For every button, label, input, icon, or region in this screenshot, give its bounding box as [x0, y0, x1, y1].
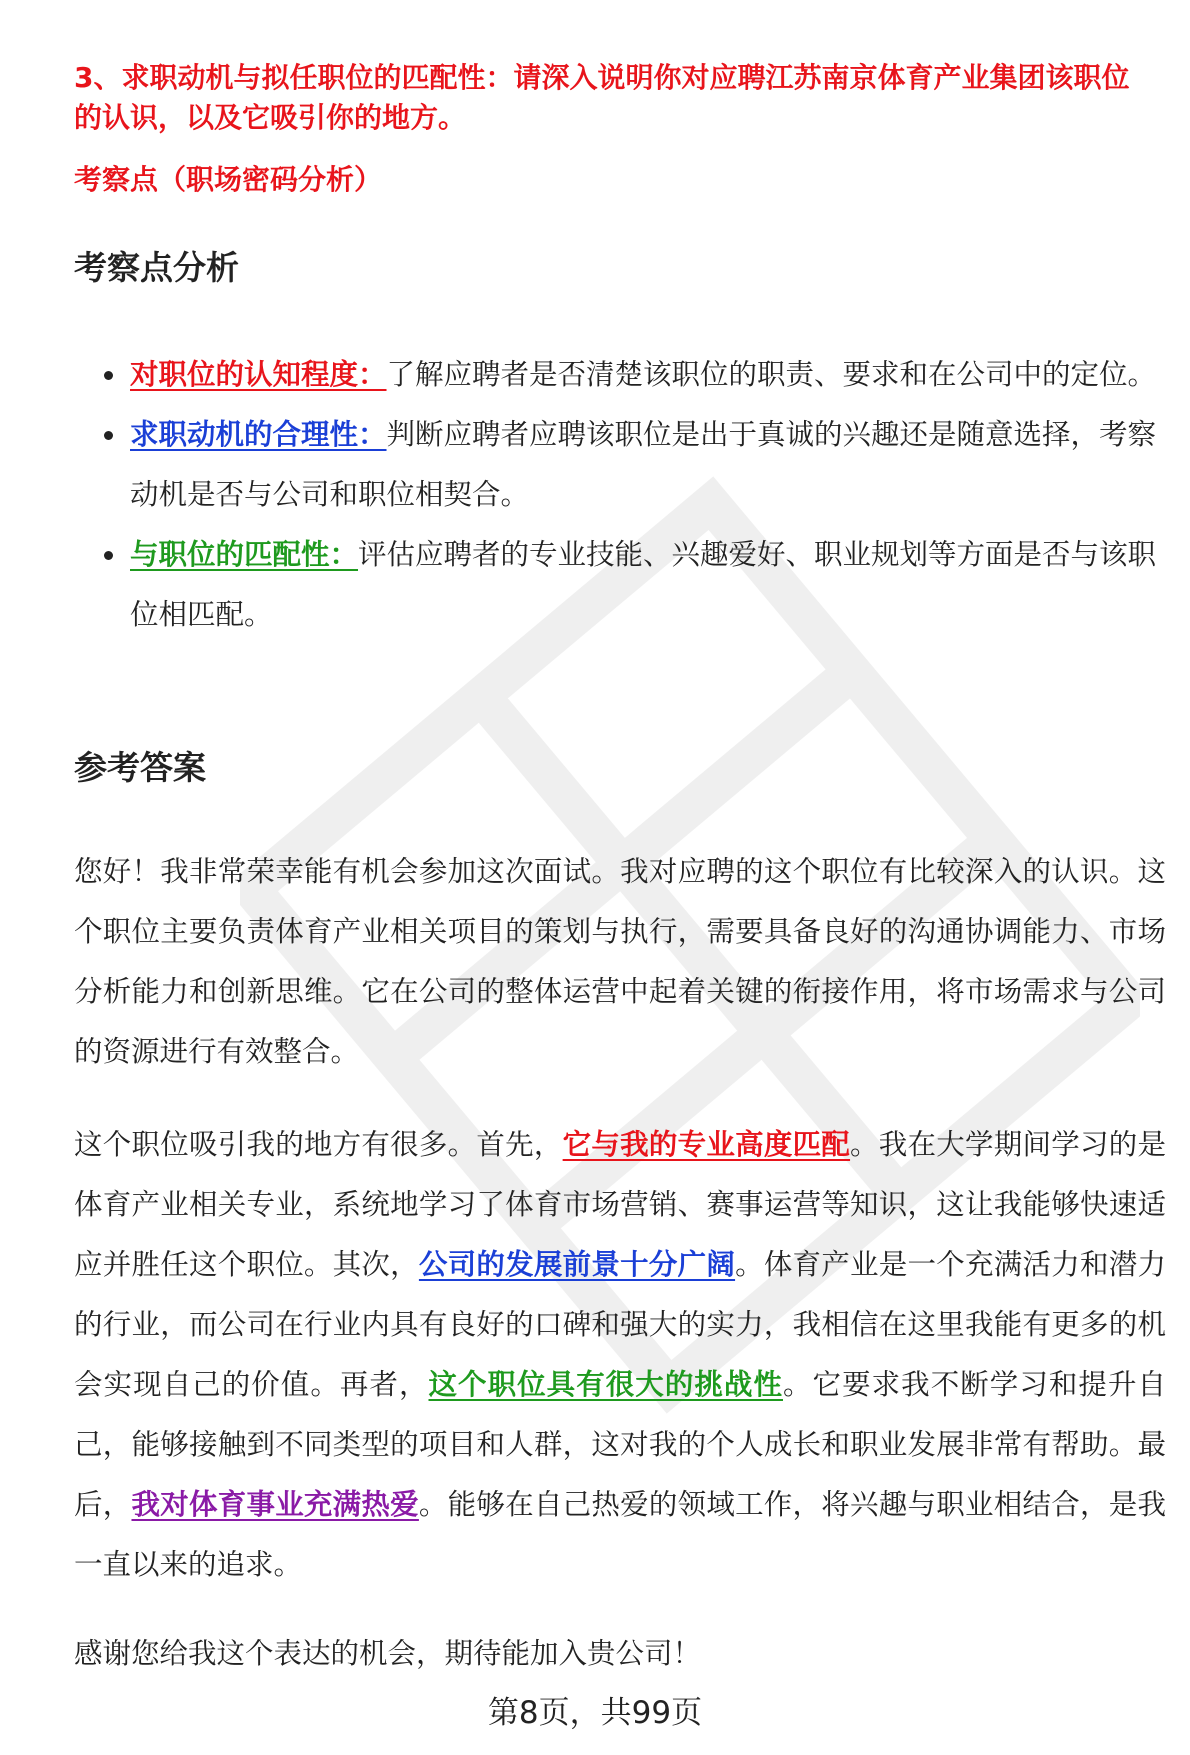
- section-title-analysis: 考察点分析: [74, 248, 239, 287]
- bullet-item: [74, 405, 1164, 525]
- bullet-dot-icon: [104, 371, 113, 380]
- bullet-keyword: 对职位的认知程度：: [130, 358, 387, 391]
- answer-text: 。它要求我不断学习和提升自己，能够接触到不同类型的项目和人群，这对我的个人成长和职业发展非常有帮助。最后，: [74, 1368, 1166, 1521]
- bullet-item: [74, 345, 1164, 405]
- bullet-dot-icon: [104, 431, 113, 440]
- highlight-keyword: 这个职位具有很大的挑战性: [428, 1368, 783, 1401]
- answer-text: 。我在大学期间学习的是体育产业相关专业，系统地学习了体育市场营销、赛事运营等知识，这让我能够快速适应并胜任这个职位。其次，: [74, 1128, 1166, 1281]
- assessment-label: 考察点（职场密码分析）: [74, 163, 383, 196]
- answer-text: 。体育产业是一个充满活力和潜力的行业，而公司在行业内具有良好的口碑和强大的实力，我相信在这里我能有更多的机会实现自己的价值。再者，: [74, 1248, 1166, 1401]
- bullet-item: [74, 525, 1164, 645]
- bullet-text: 评估应聘者的专业技能、兴趣爱好、职业规划等方面是否与该职位相匹配。: [130, 538, 1157, 631]
- answer-paragraph-2: [74, 1115, 1166, 1595]
- answer-paragraph-1: 您好！我非常荣幸能有机会参加这次面试。我对应聘的这个职位有比较深入的认识。这个职位主要负责体育产业相关项目的策划与执行，需要具备良好的沟通协调能力、市场分析能力和创新思维。它在公司的整体运营中起着关键的衔接作用，将市场需求与公司的资源进行有效整合。: [74, 855, 1166, 1068]
- answer-paragraph-3: 感谢您给我这个表达的机会，期待能加入贵公司！: [74, 1637, 702, 1670]
- bullet-dot-icon: [104, 551, 113, 560]
- section-title-answer: 参考答案: [74, 748, 206, 787]
- question-heading: 3、求职动机与拟任职位的匹配性：请深入说明你对应聘江苏南京体育产业集团该职位的认识，以及它吸引你的地方。: [74, 61, 1130, 134]
- analysis-bullet-list: [74, 345, 1164, 645]
- answer-text: 这个职位吸引我的地方有很多。首先，: [74, 1128, 563, 1161]
- highlight-keyword: 我对体育事业充满热爱: [131, 1488, 419, 1521]
- highlight-keyword: 它与我的专业高度匹配: [562, 1128, 851, 1161]
- page-number: 第8页，共99页: [487, 1695, 703, 1731]
- answer-text: 。能够在自己热爱的领域工作，将兴趣与职业相结合，是我一直以来的追求。: [74, 1488, 1166, 1581]
- bullet-keyword: 与职位的匹配性：: [130, 538, 359, 571]
- bullet-keyword: 求职动机的合理性：: [130, 418, 387, 451]
- bullet-text: 判断应聘者应聘该职位是出于真诚的兴趣还是随意选择，考察动机是否与公司和职位相契合。: [130, 418, 1157, 511]
- highlight-keyword: 公司的发展前景十分广阔: [418, 1248, 736, 1281]
- bullet-text: 了解应聘者是否清楚该职位的职责、要求和在公司中的定位。: [386, 358, 1157, 391]
